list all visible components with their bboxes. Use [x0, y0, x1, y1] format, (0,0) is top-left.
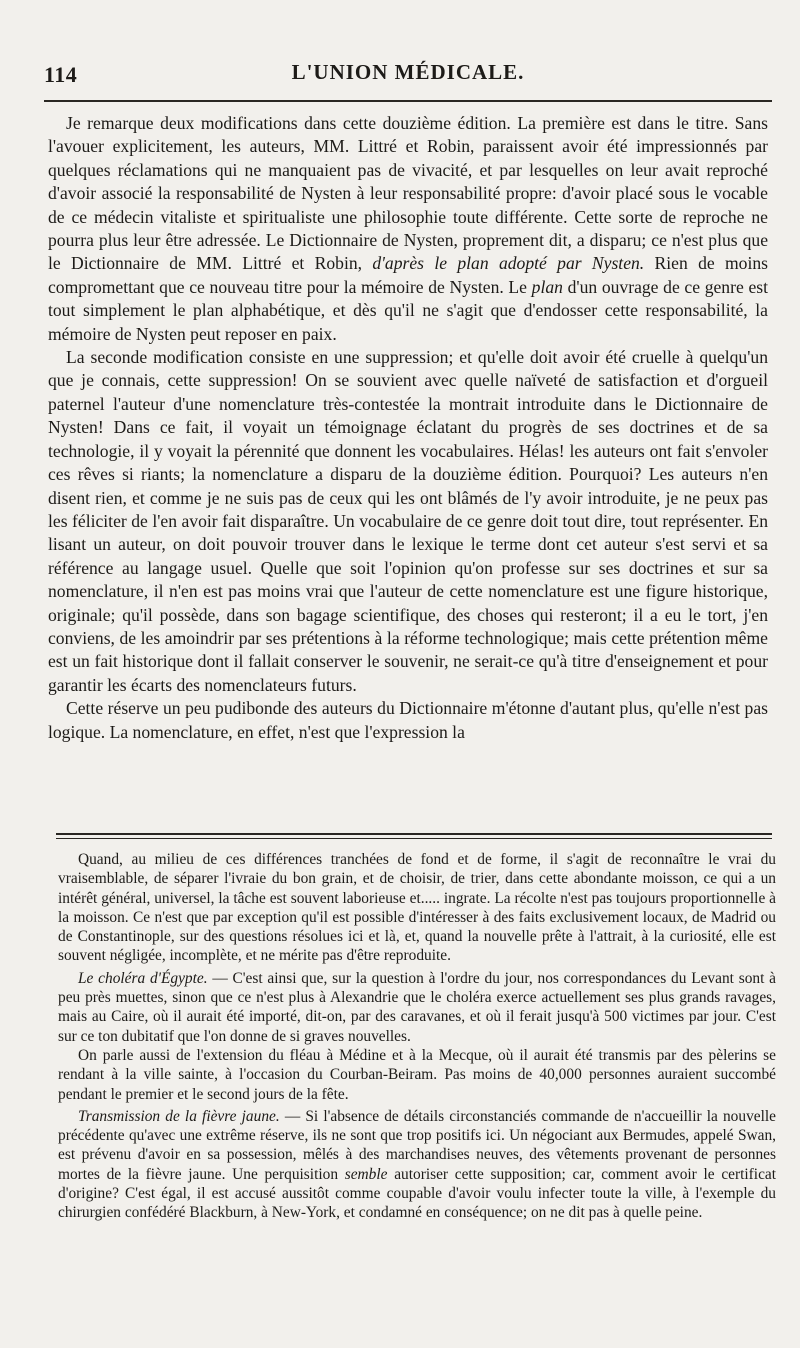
paragraph-1-italic-a: d'après le plan adopté par Nysten. [372, 253, 645, 274]
page-header [44, 60, 772, 92]
main-text [48, 112, 768, 744]
paragraph-2: La seconde modification consiste en une suppression; et qu'elle doit avoir été cruelle à quelqu'un que je connais, cette suppression! On se souvient avec quelle naïveté de satisfaction et d'orgueil paternel l'auteur d'une nomenclature très-contestée la montrait introduite dans le Dictionnaire de Nysten! Dans ce fait, il voyait un témoignage éclatant du progrès de ses doctrines et de sa technologie, il y voyait la pérennité que donnent les vocabulaires. Hélas! les auteurs ont fait s'envoler ces rêves si riants; la nomenclature a disparu de la douzième édition. Pourquoi? Les auteurs n'en disent rien, et comme je ne suis pas de ceux qui les ont blâmés de l'y avoir introduite, je ne peux pas les féliciter de l'en avoir fait disparaître. Un vocabulaire de ce genre doit tout dire, tout représenter. En lisant un auteur, on doit pouvoir trouver dans le lexique le terme dont cet auteur s'est servi et sa référence au langage usuel. Quelle que soit l'opinion qu'on professe sur ses doctrines et sur sa nomenclature, il n'en est pas moins vrai que l'auteur de cette nomenclature est une figure historique, originale; qu'il possède, dans son bagage scientifique, des choses qui resteront; il a eu le tort, j'en conviens, de les amoindrir par ses prétentions à la réforme technologique; mais cette prétention même est un fait historique dont il fallait conserver le souvenir, ne serait-ce qu'à titre d'enseignement et pour garantir les écarts des nomenclateurs futurs. [48, 347, 768, 695]
paragraph-1-italic-b: plan [531, 276, 563, 297]
paragraph-1-text-a: Je remarque deux modifications dans cette douzième édition. La première est dans le titre. Sans l'avouer explicitement, les auteurs, MM. Littré et Robin, paraissent avoir été impressionnés par quelques réclamations qui ne manquaient pas de vivacité, et par lesquelles on leur avait reproché d'avoir associé la responsabilité de Nysten à leur responsabilité propre: d'avoir placé sous le vocable de ce médecin vitaliste et spiritualiste une philosophie toute différente. Cette sorte de reproche ne pourra plus leur être adressée. Le Dictionnaire de Nysten, proprement dit, a disparu; ce n'est plus que le Dictionnaire de MM. Littré et Robin, [48, 113, 768, 274]
news-paragraph-cholera [58, 969, 776, 1046]
yellow-fever-text-b: autoriser cette supposition; car, comment avoir le certificat d'origine? C'est égal, il est accusé aussitôt comme coupable d'avoir voulu infecter toute la ville, à l'exemple du chirurgien confédéré Blackburn, à New-York, et condamné en conséquence; on ne dit pas à quelle peine. [58, 1165, 777, 1222]
news-section [58, 850, 776, 1223]
news-paragraph-yellow-fever [58, 1107, 776, 1223]
paragraph-1-text-c: d'un ouvrage de ce genre est tout simplement le plan alphabétique, et dès qu'il ne s'agit que d'endosser cette responsabilité, la mémoire de Nysten peut reposer en paix. [48, 276, 768, 344]
yellow-fever-text-a: — Si l'absence de détails circonstanciés commande de n'accueillir la nouvelle précédente qu'avec une extrême réserve, ils ne sont que trop positifs ici. Un négociant aux Bermudes, appelé Swan, est prévenu d'avoir en sa possession, mêlés à des marchandises neuves, des vêtements provenant de personnes mortes de la fièvre jaune. Une perquisition [58, 1107, 776, 1183]
yellow-fever-italic: semble [344, 1165, 388, 1183]
cholera-heading: Le choléra d'Égypte. [78, 969, 208, 987]
paragraph-1-text-b: Rien de moins compromettant que ce nouveau titre pour la mémoire de Nysten. Le [48, 253, 769, 297]
section-divider [56, 833, 772, 839]
running-title: L'UNION MÉDICALE. [291, 60, 525, 84]
cholera-text: — C'est ainsi que, sur la question à l'ordre du jour, nos correspondances du Levant sont à peu près muettes, sinon que ce n'est plus à Alexandrie que le choléra exerce actuellement ses plus grands ravages, mais au Caire, où il aurait été importé, dit-on, par des caravanes, et où il ferait jusqu'à 500 victimes par jour. C'est sur ce ton dubitatif que l'on donne de si graves nouvelles. [58, 969, 776, 1045]
header-rule [44, 100, 772, 102]
paragraph-1 [48, 112, 768, 346]
page-number: 114 [44, 62, 78, 87]
yellow-fever-heading: Transmission de la fièvre jaune. [78, 1107, 280, 1125]
paragraph-3: Cette réserve un peu pudibonde des auteurs du Dictionnaire m'étonne d'autant plus, qu'elle n'est pas logique. La nomenclature, en effet, n'est que l'expression la [48, 698, 768, 742]
news-paragraph-3: On parle aussi de l'extension du fléau à Médine et à la Mecque, où il aurait été transmis par des pèlerins se rendant à la ville sainte, à l'occasion du Courban-Beiram. Pas moins de 40,000 personnes auraient succombé pendant le premier et le second jours de la fête. [58, 1046, 776, 1103]
news-paragraph-1: Quand, au milieu de ces différences tranchées de fond et de forme, il s'agit de reconnaître le vrai du vraisemblable, de séparer l'ivraie du bon grain, et de choisir, de trier, dans cette abondante moisson, ce qui a un intérêt général, universel, la tâche est souvent laborieuse et..... ingrate. La récolte n'est pas toujours proportionnelle à la moisson. Ce n'est que par exception qu'il est possible d'intéresser à des faits exclusivement locaux, de Madrid ou de Constantinople, sur des questions résolues ici et là, et, quand la nouvelle prête à l'attrait, à la curiosité, elle est souvent négligée, incomplète, et ne mérite pas d'être reproduite. [58, 851, 776, 965]
